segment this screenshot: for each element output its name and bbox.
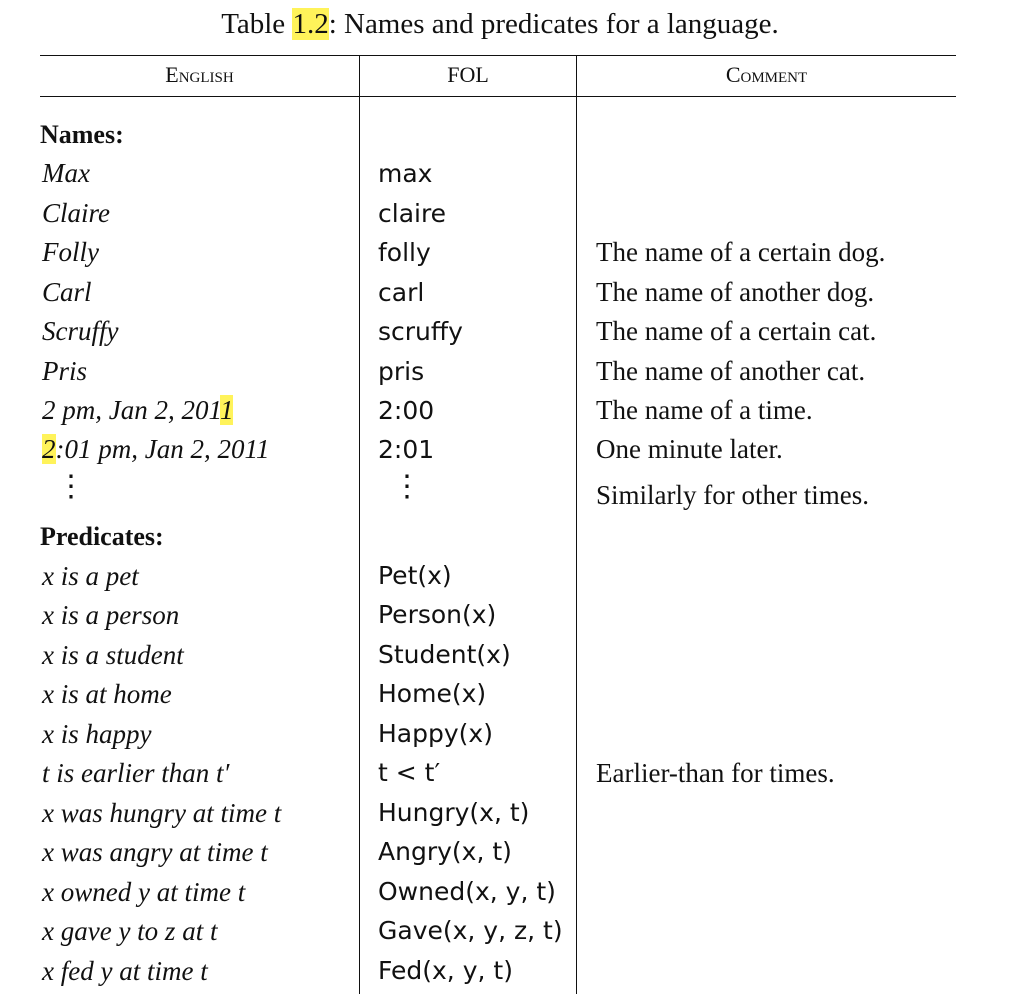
caption-prefix: Table [221, 8, 293, 40]
names-comment-time-200: The name of a time. [596, 395, 813, 425]
names-fol-folly: folly [378, 238, 431, 267]
pred-fol-owned: Owned(x, y, t) [378, 877, 556, 906]
time-201-highlight: 2 [42, 434, 56, 464]
names-comment-carl: The name of another dog. [596, 277, 875, 307]
header-comment: Comment [725, 62, 808, 87]
time-201-main: :01 pm, Jan 2, 2011 [55, 434, 270, 464]
pred-english-pet: x is a pet [42, 561, 139, 591]
pred-fol-angry: Angry(x, t) [378, 837, 512, 866]
pred-fol-fed: Fed(x, y, t) [378, 956, 513, 985]
names-comment-folly: The name of a certain dog. [596, 237, 886, 267]
names-comment-pris: The name of another cat. [596, 356, 866, 386]
pred-english-happy: x is happy [42, 719, 152, 749]
pred-comment-earlier: Earlier-than for times. [596, 758, 835, 788]
time-200-main: 2 pm, Jan 2, 201 [42, 395, 220, 425]
pred-english-angry: x was angry at time t [42, 837, 268, 867]
names-fol-vdots: ⋮ [392, 470, 422, 503]
pred-english-person: x is a person [42, 600, 180, 630]
names-english-time-200 [42, 397, 233, 424]
top-rule [40, 55, 956, 56]
names-english-scruffy: Scruffy [42, 316, 119, 346]
names-comment-scruffy: The name of a certain cat. [596, 316, 877, 346]
header-rule [40, 96, 956, 97]
names-english-max: Max [42, 158, 90, 188]
column-divider-2 [576, 56, 577, 994]
names-comment-time-201: One minute later. [596, 434, 783, 464]
names-fol-claire: claire [378, 199, 447, 228]
pred-english-hungry: x was hungry at time t [42, 798, 282, 828]
names-english-vdots: ⋮ [56, 470, 86, 503]
pred-english-earlier: t is earlier than t′ [42, 758, 230, 788]
pred-fol-earlier: t < t′ [378, 758, 441, 787]
names-fol-max: max [378, 159, 433, 188]
pred-fol-happy: Happy(x) [378, 719, 493, 748]
pred-english-owned: x owned y at time t [42, 877, 246, 907]
pred-english-home: x is at home [42, 679, 172, 709]
names-fol-time-201: 2:01 [378, 435, 435, 464]
pred-fol-gave: Gave(x, y, z, t) [378, 916, 563, 945]
names-english-claire: Claire [42, 198, 111, 228]
names-english-time-201 [42, 436, 269, 463]
names-comment-other-times: Similarly for other times. [596, 480, 869, 510]
caption-suffix: : Names and predicates for a language. [328, 8, 779, 40]
header-english: English [165, 62, 234, 87]
names-english-folly: Folly [42, 237, 99, 267]
pred-english-fed: x fed y at time t [42, 956, 208, 986]
pred-fol-person: Person(x) [378, 600, 497, 629]
table-caption [0, 8, 1000, 41]
names-fol-carl: carl [378, 278, 425, 307]
time-200-highlight: 1 [219, 395, 234, 425]
header-fol: FOL [447, 62, 489, 87]
names-english-pris: Pris [42, 356, 88, 386]
pred-english-student: x is a student [42, 640, 184, 670]
names-fol-scruffy: scruffy [378, 317, 463, 346]
names-fol-pris: pris [378, 357, 425, 386]
pred-english-gave: x gave y to z at t [42, 916, 218, 946]
pred-fol-home: Home(x) [378, 679, 487, 708]
pred-fol-pet: Pet(x) [378, 561, 452, 590]
names-heading: Names: [40, 120, 124, 149]
names-fol-time-200: 2:00 [378, 396, 435, 425]
predicates-heading: Predicates: [40, 522, 164, 551]
column-divider-1 [359, 56, 360, 994]
caption-number: 1.2 [292, 8, 329, 40]
pred-fol-student: Student(x) [378, 640, 511, 669]
names-english-carl: Carl [42, 277, 92, 307]
pred-fol-hungry: Hungry(x, t) [378, 798, 530, 827]
